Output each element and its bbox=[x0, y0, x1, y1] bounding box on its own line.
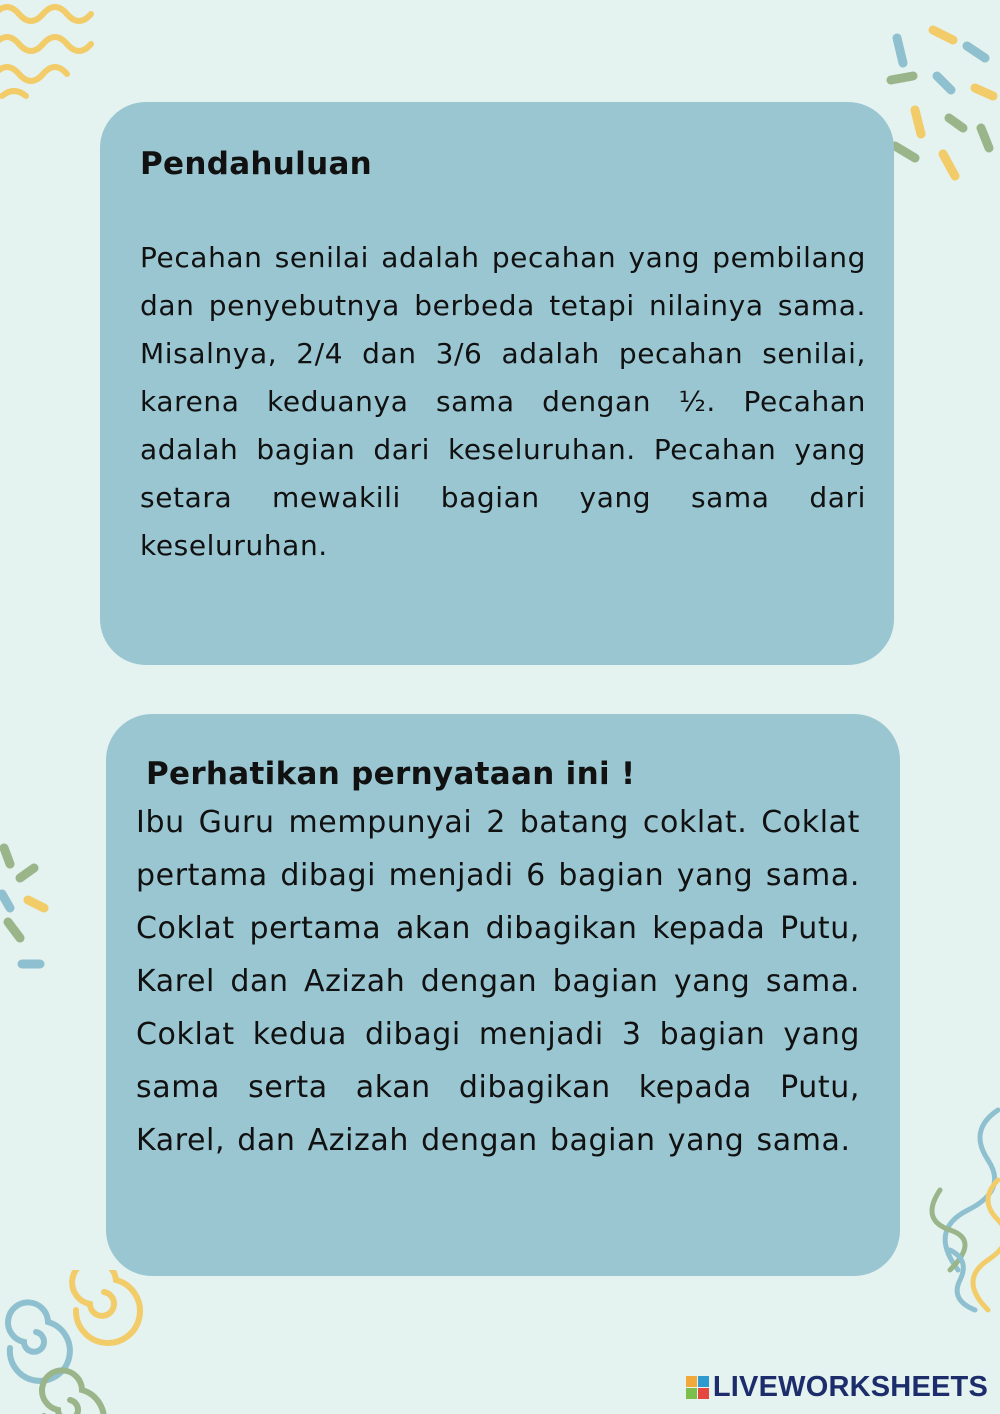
liveworksheets-brand[interactable] bbox=[686, 1371, 988, 1404]
statement-paragraph: Ibu Guru mempunyai 2 batang coklat. Coklat pertama dibagi menjadi 6 bagian yang sama. Coklat pertama akan dibagikan kepada Putu, Karel dan Azizah dengan bagian yang sama. Coklat kedua dibagi menjadi 3 bagian yang sama serta akan dibagikan kepada Putu, Karel, dan Azizah dengan bagian yang sama. bbox=[136, 805, 860, 1158]
wavy-lines-decoration bbox=[0, 0, 110, 105]
confetti-decoration-top-right bbox=[885, 18, 1000, 188]
brand-text: LIVEWORKSHEETS bbox=[712, 1371, 988, 1403]
statement-title: Perhatikan pernyataan ini ! bbox=[146, 756, 636, 792]
intro-paragraph: Pecahan senilai adalah pecahan yang pembilang dan penyebutnya berbeda tetapi nilainya sama. Misalnya, 2/4 dan 3/6 adalah pecahan senilai, karena keduanya sama dengan ½. Pecahan adalah bagian dari keseluruhan. Pecahan yang setara mewakili bagian yang sama dari keseluruhan. bbox=[140, 241, 866, 562]
statement-card bbox=[106, 714, 900, 1276]
confetti-decoration-left bbox=[0, 838, 60, 978]
liveworksheets-logo-icon bbox=[686, 1376, 709, 1399]
intro-title: Pendahuluan bbox=[140, 146, 373, 182]
spiral-decoration-bottom-left bbox=[0, 1270, 150, 1414]
intro-card bbox=[100, 102, 894, 665]
squiggle-decoration-bottom-right bbox=[910, 1100, 1000, 1350]
